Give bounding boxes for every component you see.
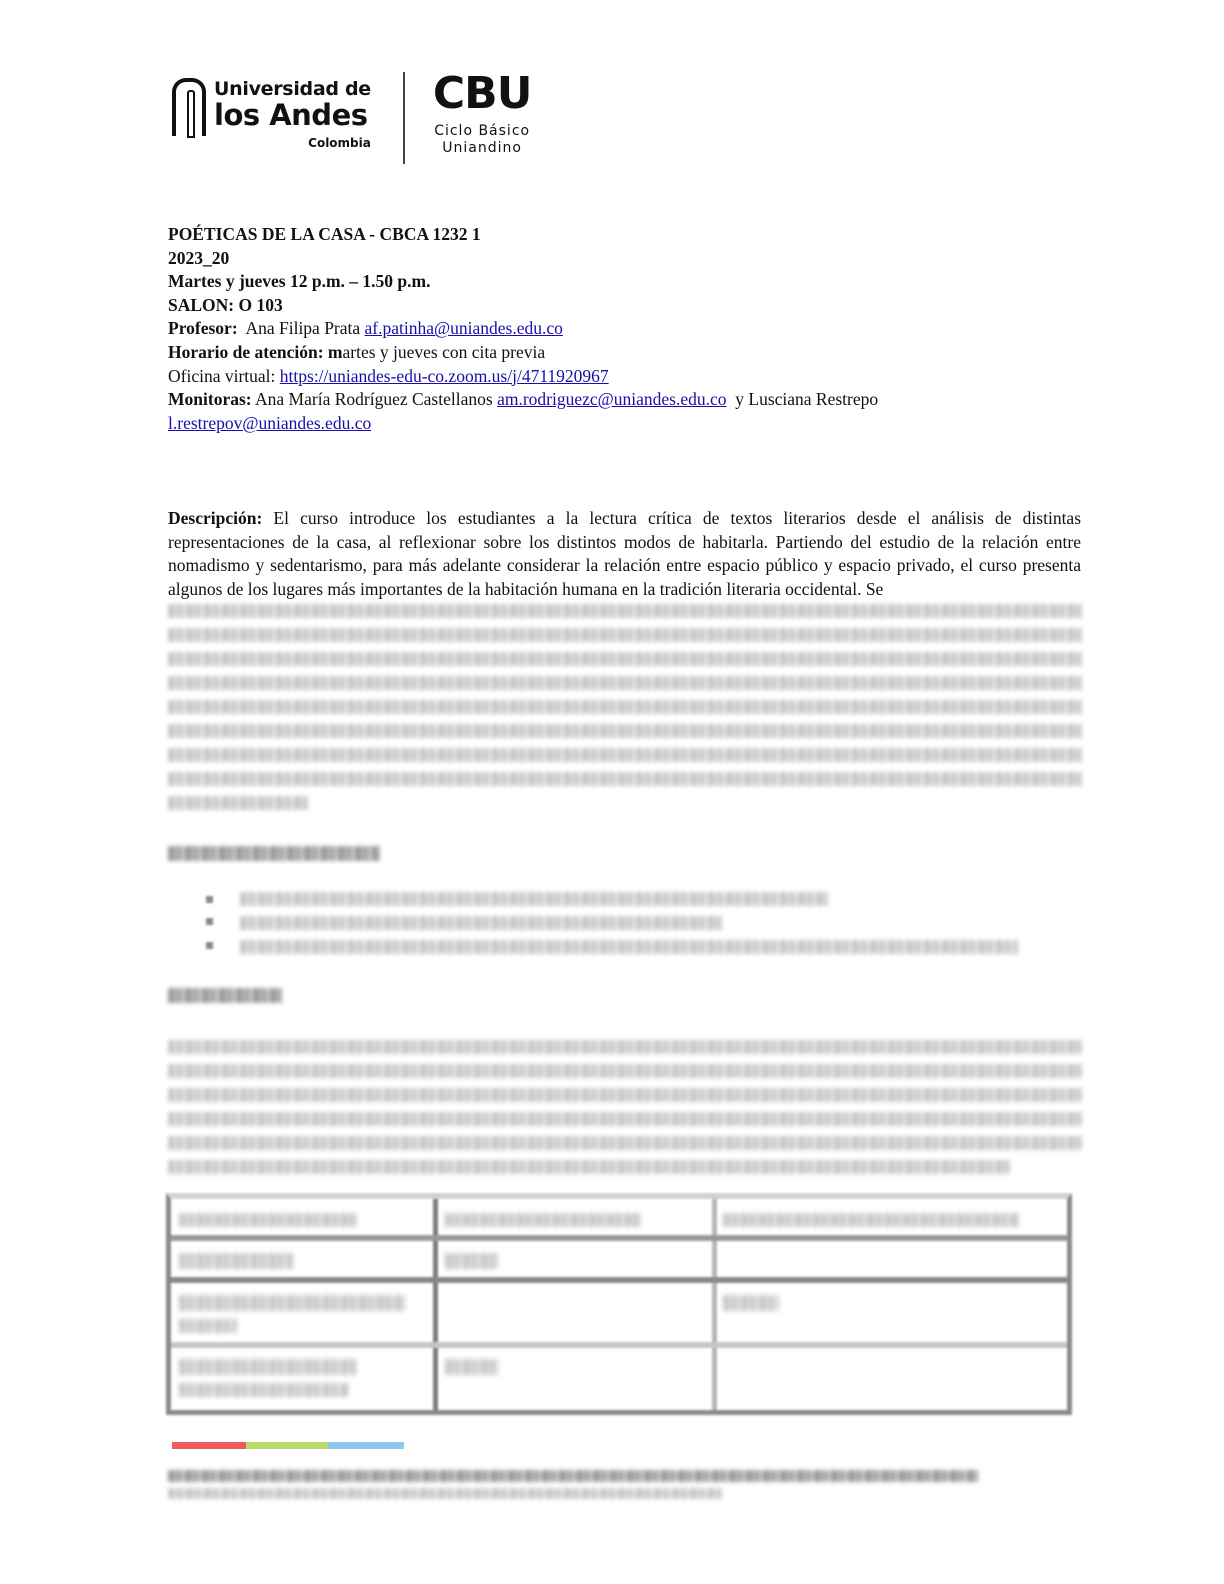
- course-room: SALON: O 103: [168, 294, 283, 315]
- redacted-line: [168, 724, 1082, 738]
- uniandes-emblem-icon: [172, 78, 206, 136]
- office-hours-text: artes y jueves con cita previa: [342, 341, 546, 362]
- table-column-divider: [433, 1199, 438, 1410]
- logo-cbu-line2: Uniandino: [442, 140, 522, 156]
- redacted-line: [168, 1064, 1082, 1078]
- bullet-icon: [206, 942, 213, 949]
- redacted-cell: [179, 1383, 349, 1397]
- redacted-heading: [168, 846, 380, 861]
- bullet-icon: [206, 896, 213, 903]
- virtual-office-line: [168, 365, 878, 389]
- redacted-line: [168, 1088, 1082, 1102]
- redacted-cell: [445, 1253, 499, 1269]
- logo-cbu-line1: Ciclo Básico: [434, 123, 531, 139]
- table-row-divider: [171, 1235, 1067, 1241]
- monitors-line: [168, 388, 878, 412]
- redacted-line: [168, 748, 1082, 762]
- redacted-footer-line: [168, 1470, 978, 1482]
- redacted-table: [166, 1193, 1072, 1415]
- redacted-cell: [179, 1359, 357, 1375]
- redacted-line: [168, 1136, 1082, 1150]
- redacted-line: [168, 1112, 1082, 1126]
- redacted-list-item: [240, 892, 828, 906]
- uniandes-logo: [172, 72, 371, 149]
- logo-university-line1: Universidad de: [214, 78, 371, 100]
- redacted-cell: [445, 1359, 499, 1375]
- virtual-office-link[interactable]: https://uniandes-edu-co.zoom.us/j/4711920967: [279, 365, 609, 386]
- color-bar-red: [172, 1442, 246, 1449]
- monitor1-email-link[interactable]: am.rodriguezc@uniandes.edu.co: [497, 389, 727, 410]
- table-row-divider: [171, 1277, 1067, 1283]
- description-text: El curso introduce los estudiantes a la lectura crítica de textos literarios desde el análisis de distintas representaciones de la casa, al reflexionar sobre los distintos modos de habitarla. Partiendo del estudio de la relación entre nomadismo y sedentarismo, para más adelante considerar la relación entre espacio público y espacio privado, el curso presenta algunos de los lugares más importantes de la habitación humana en la tradición literaria occidental. Se: [168, 508, 1082, 599]
- professor-name: Ana Filipa Prata: [245, 318, 361, 339]
- monitor2-email-link[interactable]: l.restrepov@uniandes.edu.co: [168, 412, 372, 433]
- redacted-line: [168, 652, 1082, 666]
- course-schedule: Martes y jueves 12 p.m. – 1.50 p.m.: [168, 271, 431, 292]
- virtual-office-label: Oficina virtual:: [168, 365, 276, 386]
- cbu-logo: [432, 68, 532, 156]
- redacted-cell: [723, 1295, 779, 1311]
- monitor-connector: y Lusciana Restrepo: [735, 389, 879, 410]
- redacted-cell: [179, 1253, 293, 1269]
- logo-university-line3: Colombia: [308, 136, 371, 150]
- logo-cbu-acronym: CBU: [432, 68, 532, 119]
- redacted-cell: [179, 1213, 357, 1227]
- redacted-line: [168, 1160, 1010, 1174]
- redacted-line: [168, 604, 1082, 618]
- description-paragraph: [168, 507, 1081, 601]
- redacted-cell: [179, 1319, 237, 1333]
- logo-university-line2: los Andes: [214, 98, 368, 132]
- bullet-icon: [206, 918, 213, 925]
- course-term: 2023_20: [168, 247, 230, 268]
- redacted-line: [168, 772, 1082, 786]
- redacted-list-item: [240, 940, 1018, 954]
- redacted-cell: [445, 1213, 641, 1227]
- monitor2-line: [168, 412, 878, 436]
- redacted-line: [168, 628, 1082, 642]
- redacted-line: [168, 700, 1082, 714]
- redacted-line: [168, 676, 1082, 690]
- redacted-list-item: [240, 916, 722, 930]
- redacted-line: [168, 796, 308, 810]
- table-column-divider: [712, 1199, 717, 1410]
- professor-label: Profesor:: [168, 318, 238, 339]
- color-bar-green: [246, 1442, 328, 1449]
- logo-divider: [403, 72, 405, 164]
- description-label: Descripción:: [168, 508, 263, 528]
- redacted-cell: [723, 1213, 1019, 1227]
- course-title: POÉTICAS DE LA CASA - CBCA 1232 1: [168, 224, 481, 244]
- redacted-heading: [168, 988, 282, 1003]
- office-hours-line: [168, 341, 878, 365]
- redacted-footer-line: [168, 1488, 722, 1499]
- footer-color-bar: [172, 1442, 404, 1449]
- course-info: [168, 223, 878, 435]
- redacted-cell: [179, 1295, 405, 1311]
- monitor1-name: Ana María Rodríguez Castellanos: [255, 389, 493, 410]
- monitors-label: Monitoras:: [168, 389, 252, 410]
- table-row-divider: [171, 1342, 1067, 1348]
- professor-line: [168, 317, 878, 341]
- professor-email-link[interactable]: af.patinha@uniandes.edu.co: [364, 318, 563, 339]
- office-hours-first-letter: m: [327, 341, 343, 362]
- office-hours-label: Horario de atención:: [168, 341, 324, 362]
- header-logo: [172, 68, 532, 167]
- color-bar-blue: [328, 1442, 404, 1449]
- redacted-line: [168, 1040, 1082, 1054]
